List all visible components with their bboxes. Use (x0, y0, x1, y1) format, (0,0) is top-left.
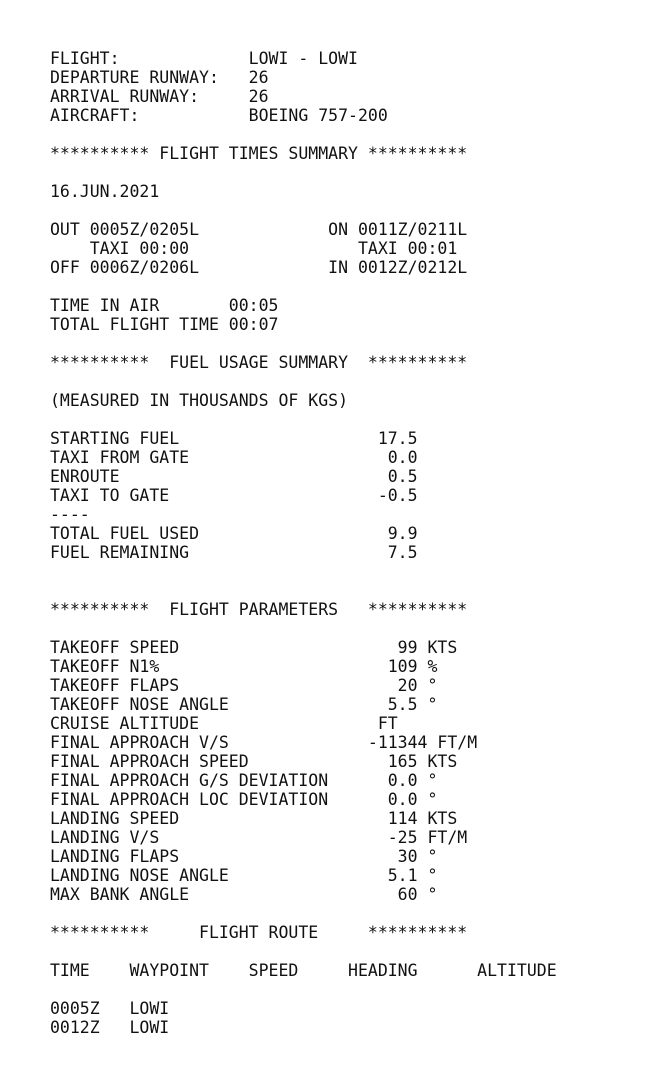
report-line: FINAL APPROACH V/S -11344 FT/M (50, 733, 478, 752)
report-line (50, 201, 557, 220)
report-line: ENROUTE 0.5 (50, 467, 418, 486)
report-line: ********** FLIGHT PARAMETERS ********** (50, 600, 468, 619)
report-line: 0005Z LOWI (50, 999, 170, 1018)
report-line: LANDING V/S -25 FT/M (50, 828, 468, 847)
report-line (50, 410, 557, 429)
report-line (50, 980, 557, 999)
report-line: TAXI TO GATE -0.5 (50, 486, 418, 505)
report-line: OUT 0005Z/0205L ON 0011Z/0211L (50, 220, 468, 239)
report-line: ---- (50, 505, 90, 524)
report-line (50, 125, 557, 144)
report-line (50, 372, 557, 391)
report-line: (MEASURED IN THOUSANDS OF KGS) (50, 391, 349, 410)
report-line: TIME WAYPOINT SPEED HEADING ALTITUDE (50, 961, 557, 980)
report-line: FINAL APPROACH LOC DEVIATION 0.0 ° (50, 790, 438, 809)
report-line: FLIGHT: LOWI - LOWI (50, 49, 358, 68)
report-line (50, 942, 557, 961)
report-line: TAKEOFF SPEED 99 KTS (50, 638, 458, 657)
report-line (50, 277, 557, 296)
report-line (50, 619, 557, 638)
report-line (50, 334, 557, 353)
report-line (50, 163, 557, 182)
report-line (50, 904, 557, 923)
report-line: TAXI FROM GATE 0.0 (50, 448, 418, 467)
report-line: LANDING NOSE ANGLE 5.1 ° (50, 866, 438, 885)
report-line: 0012Z LOWI (50, 1018, 170, 1037)
report-line: STARTING FUEL 17.5 (50, 429, 418, 448)
report-line: TAKEOFF NOSE ANGLE 5.5 ° (50, 695, 438, 714)
flight-report (50, 49, 557, 1037)
report-line: TOTAL FLIGHT TIME 00:07 (50, 315, 279, 334)
report-line: LANDING FLAPS 30 ° (50, 847, 438, 866)
report-line: TAKEOFF N1% 109 % (50, 657, 438, 676)
report-line (50, 581, 557, 600)
report-line: TAKEOFF FLAPS 20 ° (50, 676, 438, 695)
report-line: TOTAL FUEL USED 9.9 (50, 524, 418, 543)
report-line: FINAL APPROACH G/S DEVIATION 0.0 ° (50, 771, 438, 790)
report-line: DEPARTURE RUNWAY: 26 (50, 68, 269, 87)
report-line: ********** FUEL USAGE SUMMARY ********** (50, 353, 468, 372)
report-line: ********** FLIGHT ROUTE ********** (50, 923, 468, 942)
report-line: FINAL APPROACH SPEED 165 KTS (50, 752, 458, 771)
report-line: FUEL REMAINING 7.5 (50, 543, 418, 562)
report-line (50, 562, 557, 581)
report-line: MAX BANK ANGLE 60 ° (50, 885, 438, 904)
report-line: OFF 0006Z/0206L IN 0012Z/0212L (50, 258, 468, 277)
report-line: CRUISE ALTITUDE FT (50, 714, 398, 733)
report-line: ARRIVAL RUNWAY: 26 (50, 87, 269, 106)
report-line: AIRCRAFT: BOEING 757-200 (50, 106, 388, 125)
report-line: TAXI 00:00 TAXI 00:01 (50, 239, 458, 258)
report-line: 16.JUN.2021 (50, 182, 160, 201)
report-line: TIME IN AIR 00:05 (50, 296, 279, 315)
report-line: ********** FLIGHT TIMES SUMMARY ********** (50, 144, 468, 163)
report-line: LANDING SPEED 114 KTS (50, 809, 458, 828)
